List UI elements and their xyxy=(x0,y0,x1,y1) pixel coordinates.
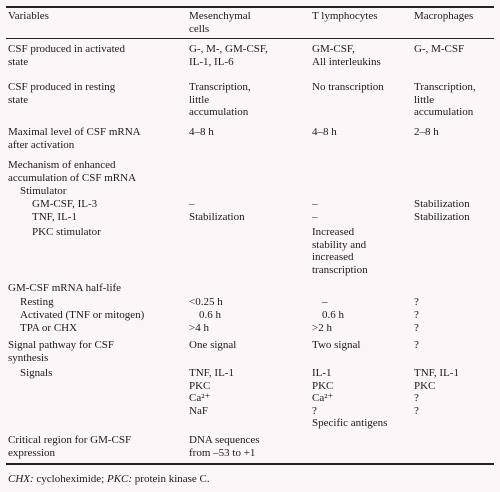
signals-t-lymphocytes: IL-1 PKC Ca²⁺ ? Specific antigens xyxy=(312,367,388,429)
activated-label: CSF produced in activated state xyxy=(8,43,126,68)
halflife-activated-mesenchymal: 0.6 h xyxy=(199,309,221,321)
halflife-tpa-t-lymphocytes: >2 h xyxy=(312,322,332,334)
mechanism-stimulator-label: Stimulator xyxy=(20,185,67,197)
gm-csf-il3-macrophages: Stabilization xyxy=(414,198,470,210)
signals-macrophages: TNF, IL-1 PKC ? ? xyxy=(414,367,459,417)
maxlevel-mesenchymal: 4–8 h xyxy=(189,126,214,138)
footnote-chx-abbr: CHX: xyxy=(8,473,34,485)
resting-label: CSF produced in resting state xyxy=(8,81,116,106)
gm-csf-il3-t-lymphocytes: – xyxy=(312,198,318,210)
signals-mesenchymal: TNF, IL-1 PKC Ca²⁺ NaF xyxy=(189,367,234,417)
pathway-mesenchymal: One signal xyxy=(189,339,237,351)
halflife-resting-t-lymphocytes: – xyxy=(322,296,328,308)
pathway-macrophages: ? xyxy=(414,339,419,351)
tnf-il1-mesenchymal: Stabilization xyxy=(189,211,245,223)
resting-t-lymphocytes: No transcription xyxy=(312,81,384,93)
critical-region-label: Critical region for GM-CSF expression xyxy=(8,434,132,459)
pathway-t-lymphocytes: Two signal xyxy=(312,339,361,351)
activated-macrophages: G-, M-CSF xyxy=(414,43,465,55)
halflife-resting-macrophages: ? xyxy=(414,296,419,308)
maxlevel-macrophages: 2–8 h xyxy=(414,126,439,138)
halflife-resting-mesenchymal: <0.25 h xyxy=(189,296,223,308)
halflife-label: GM-CSF mRNA half-life xyxy=(8,282,122,294)
footnote xyxy=(8,473,210,486)
halflife-activated-macrophages: ? xyxy=(414,309,419,321)
header-macrophages: Macrophages xyxy=(414,10,474,22)
footnote-pkc-abbr: PKC: xyxy=(106,473,133,485)
halflife-tpa-mesenchymal: >4 h xyxy=(189,322,209,334)
halflife-activated-t-lymphocytes: 0.6 h xyxy=(322,309,344,321)
signals-label: Signals xyxy=(20,367,53,379)
header-variables: Variables xyxy=(8,10,49,22)
pkc-stimulator-label: PKC stimulator xyxy=(32,226,101,238)
header-t-lymphocytes: T lymphocytes xyxy=(312,10,378,22)
maxlevel-t-lymphocytes: 4–8 h xyxy=(312,126,337,138)
mechanism-label: Mechanism of enhanced accumulation of CSF mRNA xyxy=(8,159,137,184)
footnote-pkc-text: protein kinase C. xyxy=(132,473,210,485)
halflife-activated-label: Activated (TNF or mitogen) xyxy=(20,309,145,321)
halflife-resting-label: Resting xyxy=(20,296,54,308)
gm-csf-il3-label: GM-CSF, IL-3 xyxy=(32,198,98,210)
tnf-il1-t-lymphocytes: – xyxy=(312,211,318,223)
maxlevel-label: Maximal level of CSF mRNA after activation xyxy=(8,126,141,151)
activated-t-lymphocytes: GM-CSF, All interleukins xyxy=(312,43,381,68)
bottom-rule xyxy=(6,463,494,465)
resting-mesenchymal: Transcription, little accumulation xyxy=(189,81,251,118)
top-rule xyxy=(6,6,494,8)
footnote-chx-text: cycloheximide; xyxy=(33,473,107,485)
pkc-stimulator-t-lymphocytes: Increased stability and increased transcription xyxy=(312,226,368,276)
gm-csf-il3-mesenchymal: – xyxy=(189,198,195,210)
halflife-tpa-macrophages: ? xyxy=(414,322,419,334)
tnf-il1-macrophages: Stabilization xyxy=(414,211,470,223)
critical-region-mesenchymal: DNA sequences from –53 to +1 xyxy=(189,434,260,459)
activated-mesenchymal: G-, M-, GM-CSF, IL-1, IL-6 xyxy=(189,43,268,68)
halflife-tpa-label: TPA or CHX xyxy=(20,322,78,334)
resting-macrophages: Transcription, little accumulation xyxy=(414,81,476,118)
header-rule xyxy=(6,38,494,39)
pathway-label: Signal pathway for CSF synthesis xyxy=(8,339,115,364)
tnf-il1-label: TNF, IL-1 xyxy=(32,211,77,223)
header-mesenchymal: Mesenchymal cells xyxy=(189,10,251,35)
